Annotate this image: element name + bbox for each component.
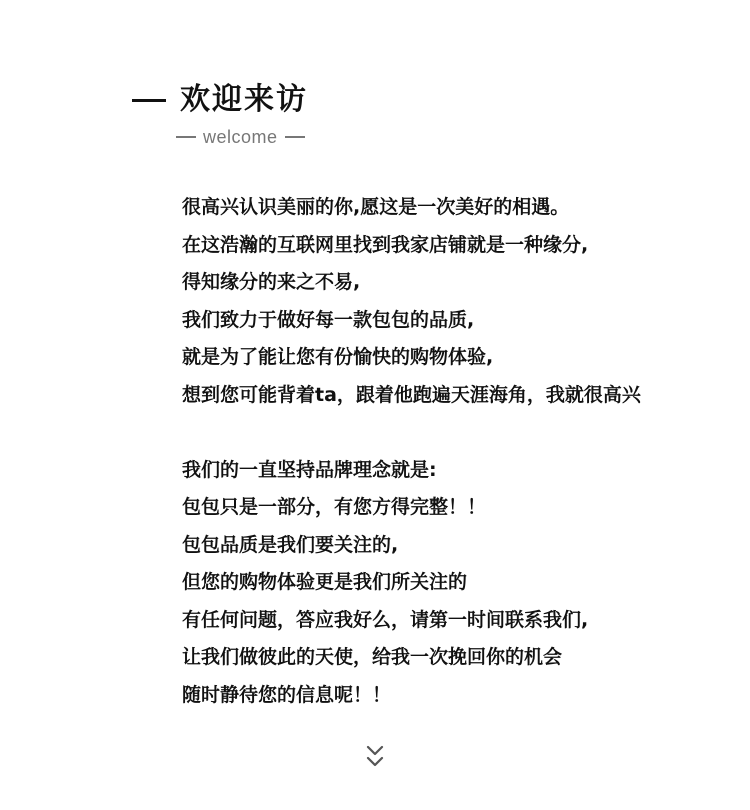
chevron-svg [365,744,385,770]
text-line: 有任何问题，答应我好么，请第一时间联系我们, [182,608,589,631]
text-line: 我们的一直坚持品牌理念就是: [182,458,437,481]
text-line: 就是为了能让您有份愉快的购物体验, [182,346,494,368]
text-line: 包包品质是我们要关注的, [182,533,399,556]
double-chevron-down-icon[interactable] [365,744,385,770]
text-line: 让我们做彼此的天使，给我一次挽回你的机会 [182,646,563,668]
title-dash-decoration [132,99,166,102]
text-line: 但您的购物体验更是我们所关注的 [182,571,468,593]
text-line: 包包只是一部分，有您方得完整！！ [182,496,487,518]
text-line: 得知缘分的来之不易, [182,271,361,293]
subtitle-dash-right [285,136,305,138]
paragraph-spacer [182,414,742,452]
subtitle-dash-left [176,136,196,138]
text-line: 想到您可能背着ta，跟着他跑遍天涯海角，我就很高兴 [182,383,641,406]
text-line: 在这浩瀚的互联网里找到我家店铺就是一种缘分, [182,233,589,256]
text-line: 随时静待您的信息呢！！ [182,683,392,706]
section-subtitle [176,126,305,148]
welcome-message [182,189,742,714]
section-header [132,80,308,120]
text-line: 很高兴认识美丽的你,愿这是一次美好的相遇。 [182,196,570,218]
subtitle-text: welcome [203,127,278,147]
text-line: 我们致力于做好每一款包包的品质, [182,308,475,331]
page-title: 欢迎来访 [180,82,308,117]
